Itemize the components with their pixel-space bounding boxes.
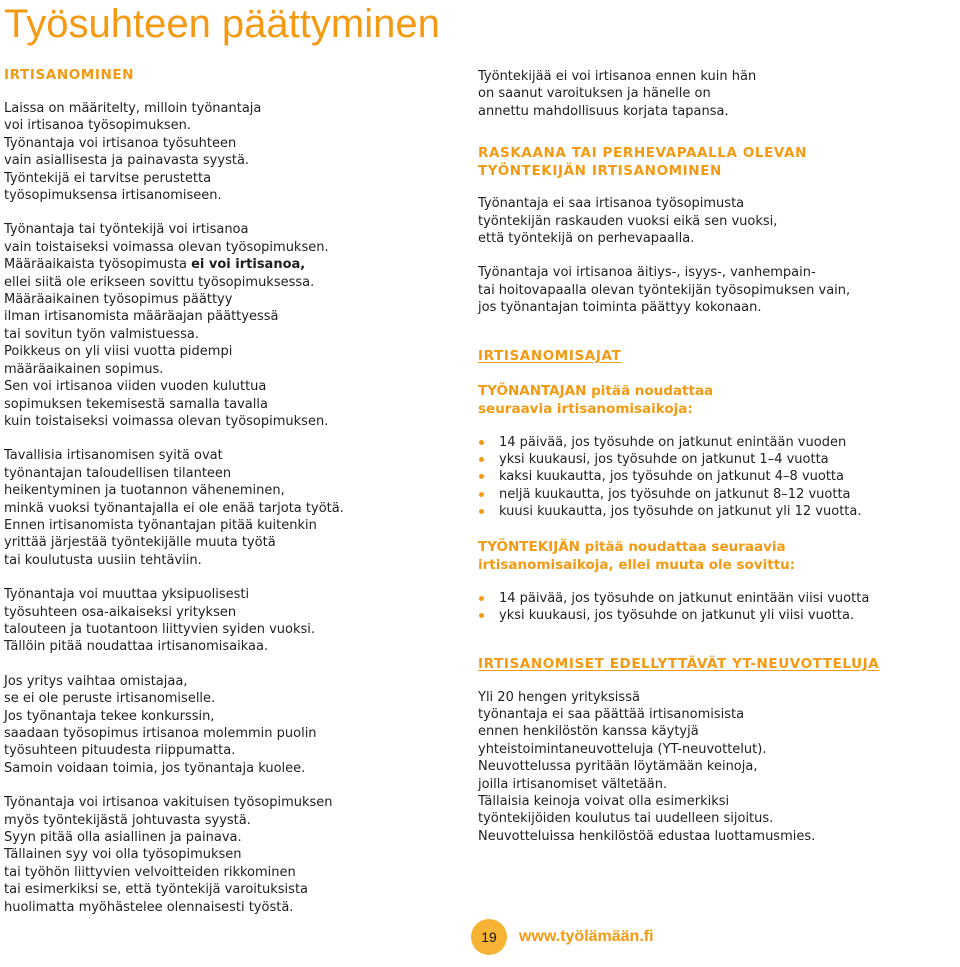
list-item-text: 14 päivää, jos työsuhde on jatkunut enintään vuoden — [499, 434, 847, 450]
paragraph-pregnancy — [478, 195, 954, 247]
list-item-text: neljä kuukautta, jos työsuhde on jatkunut 8–12 vuotta — [499, 486, 851, 502]
text-line: vain asiallisesta ja painavasta syystä. — [4, 153, 250, 169]
list-item — [478, 486, 954, 503]
section-heading-irtisanominen: IRTISANOMINEN — [4, 67, 135, 83]
section-heading-pregnancy — [478, 144, 954, 180]
text-line: työsuhteen osa-aikaiseksi yrityksen — [4, 604, 237, 620]
text-line: tai työhön liittyvien velvoitteiden rikkominen — [4, 864, 296, 880]
text-line: Yli 20 hengen yrityksissä — [478, 689, 640, 705]
text-line: työsopimuksensa irtisanomiseen. — [4, 188, 222, 204]
text-line: on saanut varoituksen ja hänelle on — [478, 86, 711, 102]
text-line: Työnantaja ei saa irtisanoa työsopimusta — [478, 196, 745, 212]
heading-line: RASKAANA TAI PERHEVAPAALLA OLEVAN — [478, 145, 807, 162]
text-span: Määräaikaista työsopimusta — [4, 257, 192, 273]
text-line: Ennen irtisanomista työnantajan pitää kuitenkin — [4, 517, 317, 533]
page-title: Työsuhteen päättyminen — [4, 2, 440, 46]
text-line: Jos työnantaja tekee konkurssin, — [4, 708, 215, 724]
employee-notice-list — [478, 590, 954, 625]
text-line: myös työntekijästä johtuvasta syystä. — [4, 812, 251, 828]
text-line: jos työnantajan toiminta päättyy kokonaan. — [478, 300, 762, 316]
bullet-icon — [479, 509, 484, 514]
text-line: työnantaja ei saa päättää irtisanomisista — [478, 706, 745, 722]
text-line: Tällainen syy voi olla työsopimuksen — [4, 847, 242, 863]
text-line: Työntekijää ei voi irtisanoa ennen kuin hän — [478, 69, 757, 84]
list-item-text: yksi kuukausi, jos työsuhde on jatkunut 1–4 vuotta — [499, 452, 829, 468]
list-item — [478, 607, 954, 624]
heading-line: TYÖNTEKIJÄN IRTISANOMINEN — [478, 163, 722, 180]
text-line: ennen henkilöstön kanssa käytyjä — [478, 724, 699, 740]
text-line: Määräaikainen työsopimus päättyy — [4, 292, 233, 308]
text-line: tai esimerkiksi se, että työntekijä varoituksista — [4, 882, 309, 898]
text-line: tai koulutusta uusiin tehtäviin. — [4, 552, 202, 568]
text-line: ellei siitä ole erikseen sovittu työsopimuksessa. — [4, 274, 315, 290]
subheading-line: irtisanomisaikoja, ellei muuta ole sovittu: — [478, 556, 796, 573]
section-heading-irtisanomisajat: IRTISANOMISAJAT — [478, 347, 622, 364]
text-line: Sen voi irtisanoa viiden vuoden kuluttua — [4, 379, 267, 395]
text-line: Työnantaja voi irtisanoa vakituisen työsopimuksen — [4, 795, 333, 811]
text-line: voi irtisanoa työsopimuksen. — [4, 118, 191, 134]
list-item-text: 14 päivää, jos työsuhde on jatkunut enintään viisi vuotta — [499, 590, 870, 606]
text-line: se ei ole peruste irtisanomiselle. — [4, 691, 216, 707]
text-line: annettu mahdollisuus korjata tapansa. — [478, 103, 729, 119]
text-line: Työnantaja tai työntekijä voi irtisanoa — [4, 222, 249, 238]
paragraph-yt — [478, 689, 954, 846]
paragraph-4 — [4, 586, 444, 656]
text-line: yhteistoimintaneuvotteluja (YT-neuvottelut). — [478, 741, 767, 757]
section-heading-yt-neuvottelut: IRTISANOMISET EDELLYTTÄVÄT YT-NEUVOTTELUJA — [478, 655, 880, 672]
text-line: Syyn pitää olla asiallinen ja painava. — [4, 830, 242, 846]
text-line: työntekijän raskauden vuoksi eikä sen vuoksi, — [478, 213, 778, 229]
text-line: talouteen ja tuotantoon liittyvien syiden vuoksi. — [4, 621, 316, 637]
list-item — [478, 503, 954, 520]
paragraph-1 — [4, 100, 444, 204]
text-line: Neuvotteluissa henkilöstöä edustaa luottamusmies. — [478, 828, 816, 844]
text-line: Tavallisia irtisanomisen syitä ovat — [4, 448, 223, 464]
employer-subheading — [478, 382, 954, 418]
text-line: Tällaisia keinoja voivat olla esimerkiksi — [478, 793, 730, 809]
text-line: määräaikainen sopimus. — [4, 361, 164, 377]
text-line: huolimatta myöhästelee olennaisesti työstä. — [4, 899, 294, 915]
list-item — [478, 590, 954, 607]
paragraph-warning — [478, 68, 954, 120]
text-line: vain toistaiseksi voimassa olevan työsopimuksen. — [4, 239, 329, 255]
text-line: työnantajan taloudellisen tilanteen — [4, 465, 232, 481]
list-item-text: yksi kuukausi, jos työsuhde on jatkunut yli viisi vuotta. — [499, 608, 855, 624]
page-footer — [471, 919, 654, 955]
text-line: Laissa on määritelty, milloin työnantaja — [4, 101, 262, 116]
page-number-badge: 19 — [471, 919, 507, 955]
text-line: ilman irtisanomista määräajan päättyessä — [4, 309, 279, 325]
bullet-icon — [479, 440, 484, 445]
text-line: Neuvottelussa pyritään löytämään keinoja, — [478, 759, 758, 775]
bullet-icon — [479, 457, 484, 462]
list-item — [478, 468, 954, 485]
text-line: heikentyminen ja tuotannon väheneminen, — [4, 483, 285, 499]
paragraph-5 — [4, 673, 444, 777]
subheading-line: TYÖNTEKIJÄN pitää noudattaa seuraavia — [478, 538, 786, 555]
list-item-text: kuusi kuukautta, jos työsuhde on jatkunut yli 12 vuotta. — [499, 504, 862, 520]
text-line: tai sovitun työn valmistuessa. — [4, 326, 199, 342]
text-line: Samoin voidaan toimia, jos työnantaja kuolee. — [4, 760, 306, 776]
list-item — [478, 434, 954, 451]
text-line: yrittää järjestää työntekijälle muuta työtä — [4, 535, 276, 551]
website-link[interactable]: www.työlämään.fi — [519, 928, 654, 945]
paragraph-3 — [4, 447, 444, 569]
paragraph-2 — [4, 221, 444, 430]
right-column — [478, 66, 954, 845]
bullet-icon — [479, 613, 484, 618]
subheading-line: TYÖNANTAJAN pitää noudattaa — [478, 382, 714, 399]
bold-text: ei voi irtisanoa, — [191, 257, 306, 273]
left-column — [4, 66, 444, 916]
bullet-icon — [479, 492, 484, 497]
employee-subheading — [478, 538, 954, 574]
text-line: kuin toistaiseksi voimassa olevan työsopimuksen. — [4, 413, 329, 429]
subheading-line: seuraavia irtisanomisaikoja: — [478, 400, 693, 417]
text-line: saadaan työsopimus irtisanoa molemmin puolin — [4, 726, 317, 741]
bullet-icon — [479, 596, 484, 601]
text-line: Työntekijä ei tarvitse perustetta — [4, 170, 212, 186]
text-line: työsuhteen pituudesta riippumatta. — [4, 743, 236, 759]
text-line: Poikkeus on yli viisi vuotta pidempi — [4, 344, 233, 360]
employer-notice-list — [478, 434, 954, 521]
bullet-icon — [479, 474, 484, 479]
text-line: että työntekijä on perhevapaalla. — [478, 231, 695, 247]
paragraph-family-leave — [478, 264, 954, 316]
list-item — [478, 451, 954, 468]
text-line: sopimuksen tekemisestä samalla tavalla — [4, 396, 268, 412]
text-line: Tällöin pitää noudattaa irtisanomisaikaa. — [4, 639, 269, 655]
text-line: Työnantaja voi irtisanoa äitiys-, isyys-, vanhempain- — [478, 265, 816, 281]
text-line: Työnantaja voi irtisanoa työsuhteen — [4, 135, 237, 151]
list-item-text: kaksi kuukautta, jos työsuhde on jatkunut 4–8 vuotta — [499, 469, 844, 485]
text-line: Jos yritys vaihtaa omistajaa, — [4, 673, 188, 689]
text-line: tai hoitovapaalla olevan työntekijän työsopimuksen vain, — [478, 282, 851, 298]
text-line: Työnantaja voi muuttaa yksipuolisesti — [4, 587, 250, 603]
text-line — [4, 256, 444, 273]
text-line: työntekijöiden koulutus tai uudelleen sijoitus. — [478, 811, 774, 827]
paragraph-6 — [4, 794, 444, 916]
text-line: joilla irtisanomiset vältetään. — [478, 776, 668, 792]
text-line: minkä vuoksi työnantajalla ei ole enää tarjota työtä. — [4, 500, 344, 516]
